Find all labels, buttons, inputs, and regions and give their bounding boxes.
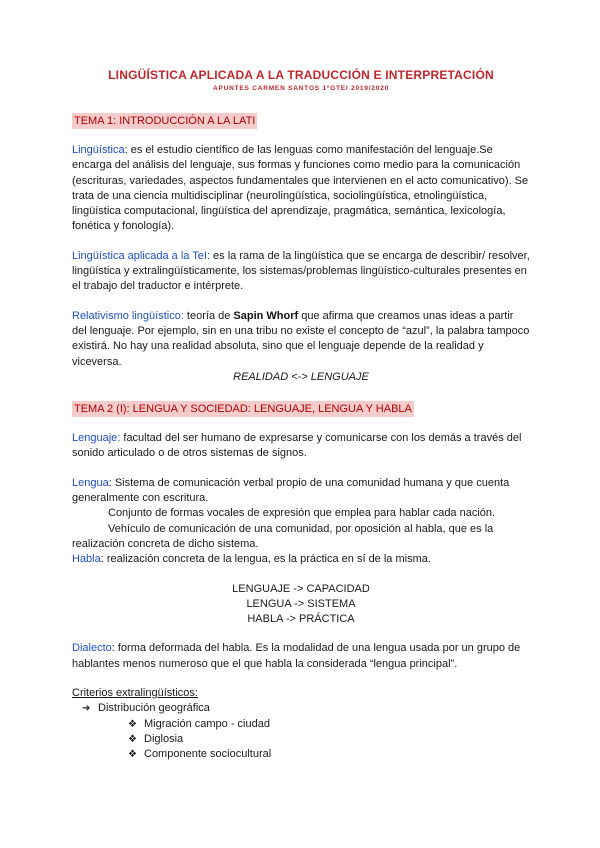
- equivalence-3: HABLA -> PRÁCTICA: [247, 613, 355, 626]
- diamond-bullet-icon: ❖: [128, 749, 137, 761]
- term-aplicada: Lingüística aplicada a la TeI:: [72, 249, 210, 262]
- paragraph-habla: [72, 552, 530, 567]
- paragraph-relativismo: [72, 309, 530, 370]
- term-habla: Habla: [72, 553, 101, 566]
- sapir-whorf: Sapin Whorf: [233, 309, 299, 322]
- criterios-list: [72, 701, 530, 762]
- paragraph-aplicada: [72, 249, 530, 295]
- list-item: [72, 747, 530, 762]
- lengua-line-3b: realización concreta de dicho sistema.: [72, 537, 259, 550]
- list-item: [72, 717, 530, 732]
- definition-dialecto: : forma deformada del habla. Es la modalidad de una lengua usada por un grupo de hablantes menos numeroso que el que habla la considerada “lengua principal”.: [72, 642, 521, 670]
- list-item: [72, 701, 530, 716]
- diamond-bullet-icon: ❖: [128, 733, 137, 745]
- definition-lengua: : Sistema de comunicación verbal propio de una comunidad humana y que cuenta generalmente con escritura.: [72, 476, 510, 505]
- equivalence-1: LENGUAJE -> CAPACIDAD: [232, 582, 370, 595]
- list-item: [72, 732, 530, 747]
- term-relativismo: Relativismo lingüístico:: [72, 309, 184, 322]
- definition-aplicada: es la rama de la lingüística que se encarga de describir/ resolver, lingüística y extralingüísticamente, los sistemas/problemas lingüístico-culturales presentes en el trabajo del traductor e intérprete.: [72, 249, 530, 293]
- relativismo-post: que afirma que creamos unas ideas a partir del lenguaje. Por ejemplo, sin en una tribu no existe el concepto de “azul”, la palabra tampoco existirá. No hay una realidad absoluta, sino que el lenguaje depende de la realidad y viceversa.: [72, 309, 530, 368]
- definition-linguistica: : es el estudio científico de las lenguas como manifestación del lenguaje.Se encarga del análisis del lenguaje, sus formas y funciones como medio para la comunicación (escrituras, variedades, aspectos fundamentales que intervienen en el acto comunicativo). Se trata de una ciencia multidisciplinar (neurolingüística, sociolingüística, etnolingüística, lingüística computacional, lingüística del aprendizaje, pragmática, semántica, lexicología, fonética y fonología).: [72, 144, 529, 233]
- term-lengua: Lengua: [72, 476, 109, 489]
- term-linguistica: Lingüística: [72, 144, 125, 156]
- list-item-label: Diglosia: [144, 732, 184, 745]
- list-item-label: Componente sociocultural: [144, 748, 272, 761]
- document-page: [72, 68, 530, 763]
- lengua-line-2: Conjunto de formas vocales de expresión que emplea para hablar cada nación.: [108, 507, 496, 520]
- list-item-label: Distribución geográfica: [98, 702, 210, 715]
- relativismo-pre: teoría de: [183, 309, 234, 322]
- tema2-heading: TEMA 2 (I): LENGUA Y SOCIEDAD: LENGUAJE, LENGUA Y HABLA: [74, 403, 412, 416]
- list-item-label: Migración campo - ciudad: [144, 717, 270, 730]
- tema1-heading: TEMA 1: INTRODUCCIÓN A LA LATI: [74, 115, 256, 127]
- realidad-lenguaje: REALIDAD <-> LENGUAJE: [233, 370, 369, 383]
- equivalence-2: LENGUA -> SISTEMA: [246, 597, 356, 610]
- term-lenguaje: Lenguaje:: [72, 432, 121, 445]
- arrow-icon: ➔: [82, 703, 91, 715]
- definition-habla: : realización concreta de la lengua, es la práctica en sí de la misma.: [100, 553, 431, 566]
- definition-lenguaje: facultad del ser humano de expresarse y comunicarse con los demás a través del sonido articulado o de otros sistemas de signos.: [72, 432, 522, 460]
- paragraph-dialecto: [72, 641, 530, 672]
- document-title: LINGÜÍSTICA APLICADA A LA TRADUCCIÓN E INTERPRETACIÓN: [108, 68, 494, 82]
- diamond-bullet-icon: ❖: [128, 718, 137, 730]
- paragraph-lengua: [72, 476, 530, 507]
- lengua-line-3a: Vehículo de comunicación de una comunidad, por oposición al habla, que es la: [108, 522, 494, 535]
- document-subtitle: APUNTES CARMEN SANTOS 1ºGTEI 2019/2020: [212, 85, 390, 92]
- paragraph-lenguaje: [72, 431, 530, 462]
- term-dialecto: Dialecto: [72, 642, 112, 655]
- paragraph-linguistica: [72, 143, 530, 235]
- criterios-title: Criterios extralingüísticos:: [72, 687, 198, 700]
